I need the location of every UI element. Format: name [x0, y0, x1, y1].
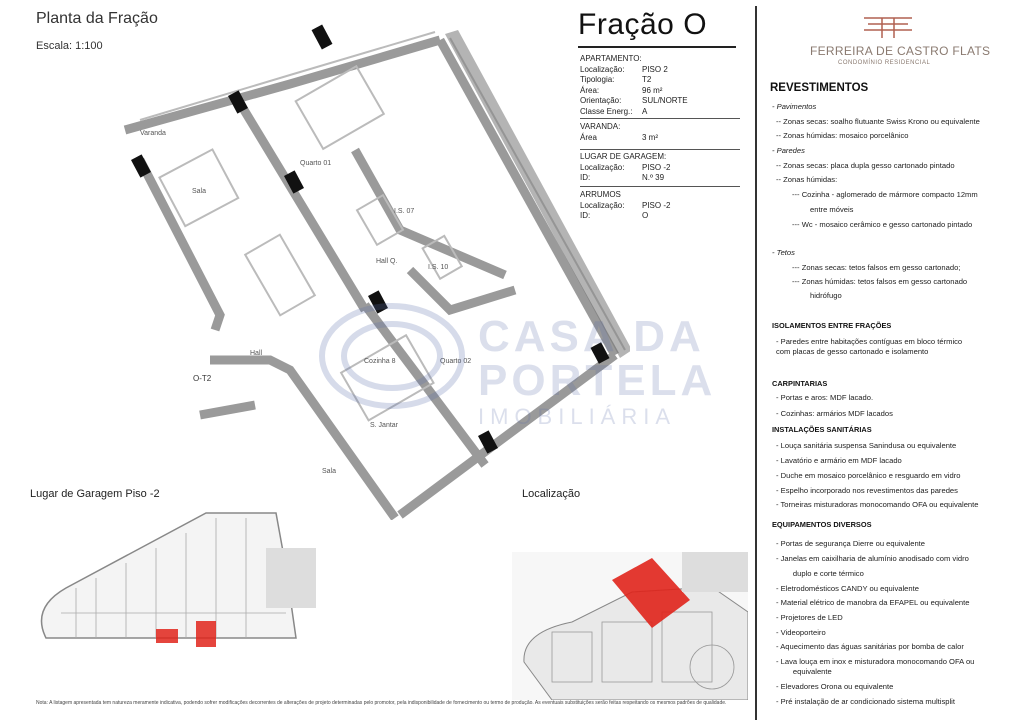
revestimentos-title: REVESTIMENTOS — [770, 82, 869, 94]
spec-key: Localização: — [580, 200, 625, 210]
equipamentos-item: equivalente — [776, 667, 832, 676]
garage-spot-highlight — [196, 621, 216, 647]
carpintarias-title: CARPINTARIAS — [772, 379, 828, 388]
isolamentos-line: - Paredes entre habitações contíguas em bloco térmico — [776, 337, 963, 346]
brand-logo-icon — [862, 14, 914, 40]
paredes-item: --- Cozinha - aglomerado de mármore compacto 12mm — [792, 190, 978, 199]
spec-value: 3 m² — [642, 132, 658, 142]
room-quarto-01: Quarto 01 — [300, 160, 332, 167]
paredes-item: --- Wc - mosaico cerâmico e gesso cartonado pintado — [792, 220, 973, 229]
room-is-07: I.S. 07 — [394, 208, 415, 215]
room-sala: Sala — [192, 188, 207, 195]
paredes-item: -- Zonas secas: placa dupla gesso cartonado pintado — [776, 161, 955, 170]
pavimentos-label: - Pavimentos — [772, 102, 817, 111]
sanitarias-item: - Duche em mosaico porcelânico e resguardo em vidro — [776, 471, 961, 480]
carpintarias-item: - Cozinhas: armários MDF lacados — [776, 409, 893, 418]
tetos-item: --- Zonas húmidas: tetos falsos em gesso cartonado — [792, 277, 968, 286]
equipamentos-item: - Janelas em caixilharia de alumínio anodisado com vidro — [776, 554, 969, 563]
spec-key: Localização: — [580, 162, 625, 172]
paredes-item: entre móveis — [810, 205, 854, 214]
equipamentos-item: - Pré instalação de ar condicionado sistema multisplit — [776, 697, 955, 706]
equipamentos-item: - Projetores de LED — [776, 613, 843, 622]
equipamentos-title: EQUIPAMENTOS DIVERSOS — [772, 520, 872, 529]
pavimentos-item: -- Zonas secas: soalho flutuante Swiss Krono ou equivalente — [776, 117, 980, 126]
garage-plan — [36, 508, 326, 660]
room-hall: Hall — [250, 350, 263, 357]
spec-divider — [580, 118, 740, 119]
spec-divider — [580, 149, 740, 150]
room-is-10: I.S. 10 — [428, 264, 449, 271]
brand-name: FERREIRA DE CASTRO FLATS — [810, 44, 991, 58]
disclaimer-note: Nota: A listagem apresentada tem natureza meramente indicativa, podendo sofrer modificações decorrentes de alterações de projeto determinadas pelo promotor, pela indisponibilidade de fornecimento ou termo de produção. As eventuais substituições serão feitas respeitando os mesmos padrões de qualidade. — [36, 700, 727, 706]
spec-key: Localização: — [580, 64, 625, 74]
spec-key: Classe Energ.: — [580, 106, 633, 116]
spec-heading: VARANDA: — [580, 122, 621, 131]
equipamentos-item: - Material elétrico de manobra da EFAPEL ou equivalente — [776, 598, 970, 607]
watermark-logo — [312, 296, 472, 416]
wall-outer — [125, 40, 440, 130]
tetos-item: hidrófugo — [810, 291, 842, 300]
tetos-item: --- Zonas secas: tetos falsos em gesso cartonado; — [792, 263, 961, 272]
equipamentos-item: - Portas de segurança Dierre ou equivalente — [776, 539, 926, 548]
watermark-line-2: PORTELA — [478, 356, 717, 405]
equipamentos-item: - Eletrodomésticos CANDY ou equivalente — [776, 584, 919, 593]
spec-divider — [580, 186, 740, 187]
carpintarias-item: - Portas e aros: MDF lacado. — [776, 393, 874, 402]
sanitarias-item: - Lavatório e armário em MDF lacado — [776, 456, 902, 465]
spec-key: Área — [580, 132, 597, 142]
room-hall-q: Hall Q. — [376, 258, 398, 265]
spec-apartamento — [580, 54, 732, 117]
spec-value: T2 — [642, 75, 652, 84]
spec-varanda — [580, 122, 732, 143]
column-1 — [312, 24, 333, 49]
spec-value: O — [642, 211, 649, 220]
equipamentos-item: - Elevadores Orona ou equivalente — [776, 682, 894, 691]
plan-title: Planta da Fração — [36, 10, 158, 27]
spec-value: N.º 39 — [642, 173, 665, 182]
title-rule — [578, 46, 736, 48]
room-quarto-02: Quarto 02 — [440, 358, 472, 365]
spec-value: A — [642, 106, 648, 116]
spec-value: PISO 2 — [642, 64, 668, 74]
floor-plan — [110, 20, 630, 520]
spec-value: PISO -2 — [642, 162, 671, 172]
room-cozinha: Cozinha 8 — [364, 358, 396, 365]
paredes-item: -- Zonas húmidas: — [776, 175, 838, 184]
plan-scale: Escala: 1:100 — [36, 40, 103, 52]
room-sala-2: Sala — [322, 468, 337, 475]
spec-key: ID: — [580, 211, 591, 220]
fracao-title: Fração O — [578, 8, 708, 41]
spec-value: 96 m² — [642, 85, 663, 95]
equipamentos-item: - Lava louça em inox e misturadora monocomando OFA ou — [776, 657, 975, 666]
equipamentos-item: duplo e corte térmico — [776, 569, 864, 578]
isolamentos-line: com placas de gesso cartonado e isolamento — [776, 347, 929, 356]
equipamentos-item: - Videoporteiro — [776, 628, 826, 637]
spec-key: Tipologia: — [580, 75, 615, 84]
equipamentos-item: - Aquecimento das águas sanitárias por bomba de calor — [776, 642, 964, 651]
spec-garagem — [580, 152, 732, 184]
room-varanda: Varanda — [140, 130, 166, 137]
spec-arrumos — [580, 190, 732, 222]
spec-heading: ARRUMOS — [580, 190, 621, 199]
wall-inner-1 — [235, 95, 365, 310]
column-divider — [755, 6, 757, 720]
storage-highlight — [156, 629, 178, 643]
watermark-line-1: CASA DA — [478, 312, 705, 361]
spec-key: Área: — [580, 85, 600, 95]
location-map — [512, 552, 748, 700]
sanitarias-item: - Torneiras misturadoras monocomando OFA ou equivalente — [776, 500, 979, 509]
spec-heading: APARTAMENTO: — [580, 54, 642, 63]
spec-value: PISO -2 — [642, 200, 671, 210]
garage-title: Lugar de Garagem Piso -2 — [30, 488, 160, 500]
sanitarias-item: - Louça sanitária suspensa Sanindusa ou equivalente — [776, 441, 957, 450]
location-title: Localização — [522, 488, 581, 500]
room-jantar: S. Jantar — [370, 422, 399, 429]
tetos-label: - Tetos — [772, 248, 795, 257]
brand-subtitle: CONDOMÍNIO RESIDENCIAL — [838, 60, 931, 66]
wall-bottom-left — [200, 405, 255, 415]
spec-value: SUL/NORTE — [642, 96, 688, 105]
sanitarias-item: - Espelho incorporado nos revestimentos das paredes — [776, 486, 958, 495]
isolamentos-title: ISOLAMENTOS ENTRE FRAÇÕES — [772, 321, 892, 330]
spec-key: Orientação: — [580, 96, 622, 105]
wall-left-main — [140, 160, 220, 330]
wall-bath — [355, 150, 505, 275]
sanitarias-title: INSTALAÇÕES SANITÁRIAS — [772, 425, 872, 434]
watermark-line-3: IMOBILIÁRIA — [478, 404, 677, 429]
spec-heading: LUGAR DE GARAGEM: — [580, 152, 667, 161]
spec-key: ID: — [580, 173, 591, 182]
unit-tag: O-T2 — [193, 374, 212, 383]
pavimentos-item: -- Zonas húmidas: mosaico porcelânico — [776, 131, 909, 140]
paredes-label: - Paredes — [772, 146, 805, 155]
